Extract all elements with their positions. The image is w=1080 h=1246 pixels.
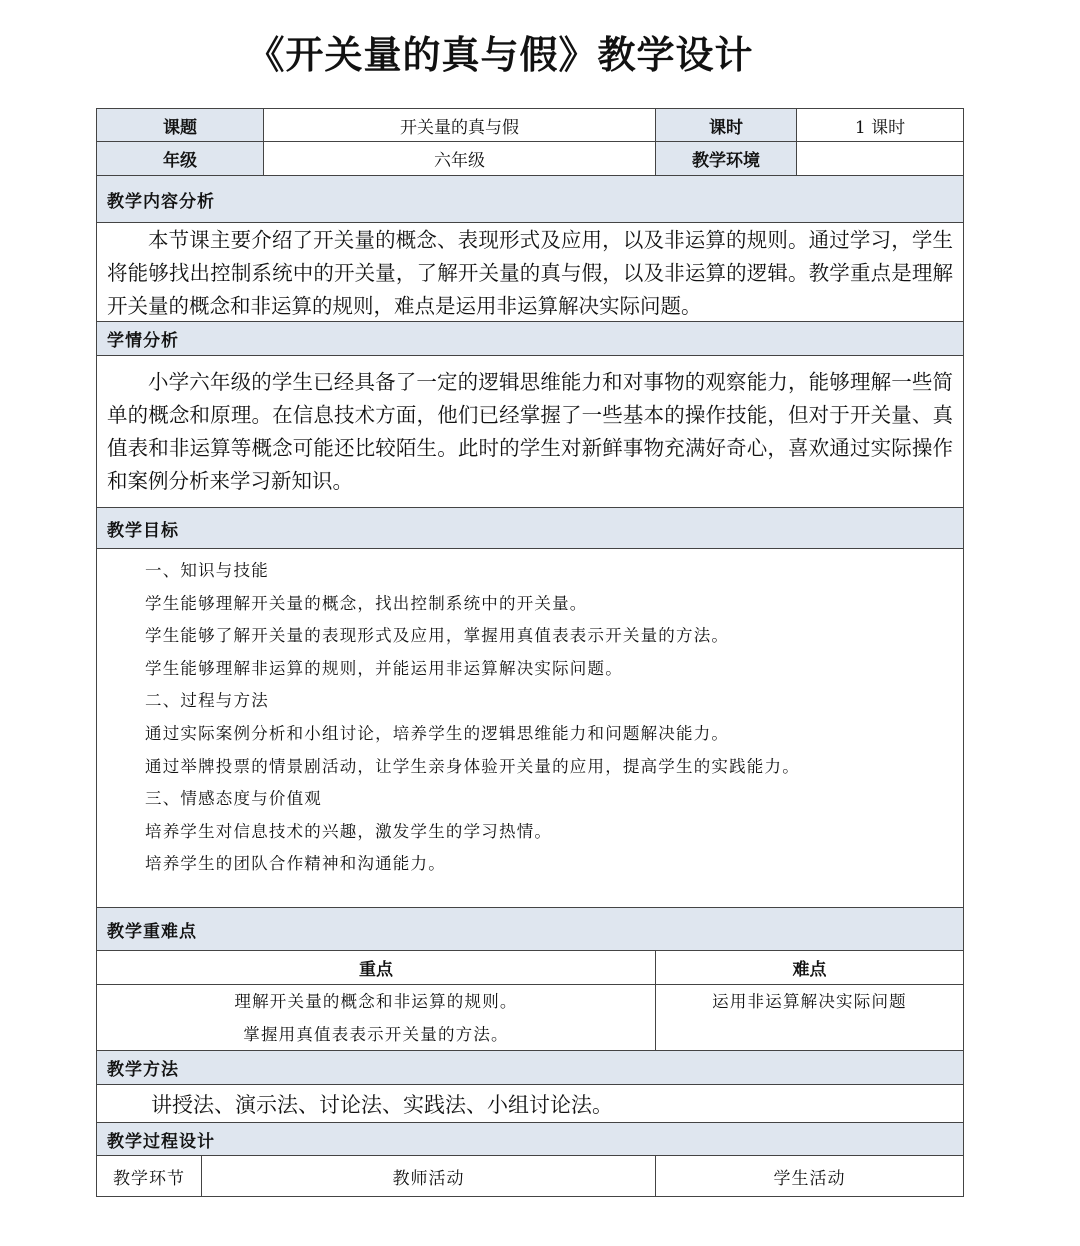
env-value — [797, 142, 963, 175]
student-analysis-body — [96, 355, 964, 508]
key-cell — [97, 985, 656, 1050]
methods-header — [96, 1050, 964, 1085]
objective-item: 学生能够理解非运算的规则，并能运用非运算解决实际问题。 — [145, 658, 623, 678]
env-label: 教学环境 — [656, 142, 797, 175]
student-analysis-header — [96, 321, 964, 356]
difficulty-text: 运用非运算解决实际问题 — [712, 992, 907, 1011]
objective-heading-process: 二、过程与方法 — [145, 691, 269, 711]
objective-heading-attitude: 三、情感态度与价值观 — [145, 789, 322, 809]
process-teacher-header: 教师活动 — [202, 1156, 656, 1196]
process-header — [96, 1122, 964, 1156]
topic-label: 课题 — [97, 109, 264, 141]
info-row-topic — [96, 108, 964, 142]
document-title: 《开关量的真与假》教学设计 — [246, 33, 754, 77]
process-student-header: 学生活动 — [773, 1168, 846, 1189]
grade-value: 六年级 — [264, 142, 656, 175]
objectives-header — [96, 507, 964, 549]
methods-label: 教学方法 — [107, 1060, 179, 1080]
objective-item: 培养学生对信息技术的兴趣，激发学生的学习热情。 — [145, 821, 553, 841]
objectives-label: 教学目标 — [107, 520, 179, 541]
key-header: 重点 — [97, 951, 656, 984]
period-value: 1 课时 — [854, 117, 906, 138]
objectives-list — [145, 555, 953, 881]
key-points-label: 教学重难点 — [107, 921, 197, 942]
key-points-col-headers — [96, 950, 964, 985]
difficulty-cell — [656, 985, 963, 1050]
process-stage-header: 教学环节 — [97, 1156, 202, 1196]
info-row-grade — [96, 141, 964, 176]
content-analysis-header — [96, 175, 964, 223]
student-analysis-label: 学情分析 — [107, 331, 179, 351]
key-points-header — [96, 907, 964, 951]
grade-label: 年级 — [97, 142, 264, 175]
methods-body — [96, 1084, 964, 1123]
methods-text: 讲授法、演示法、讨论法、实践法、小组讨论法。 — [151, 1092, 613, 1117]
period-label: 课时 — [656, 109, 797, 141]
objective-heading-knowledge: 一、知识与技能 — [145, 561, 269, 580]
topic-value: 开关量的真与假 — [264, 109, 656, 141]
objective-item: 通过举牌投票的情景剧活动，让学生亲身体验开关量的应用，提高学生的实践能力。 — [145, 756, 800, 776]
student-analysis-text: 小学六年级的学生已经具备了一定的逻辑思维能力和对事物的观察能力，能够理解一些简单的概念和原理。在信息技术方面，他们已经掌握了一些基本的操作技能，但对于开关量、真值表和非运算等概念可能还比较陌生。此时的学生对新鲜事物充满好奇心，喜欢通过实际操作和案例分析来学习新知识。 — [107, 370, 953, 493]
objective-item: 通过实际案例分析和小组讨论，培养学生的逻辑思维能力和问题解决能力。 — [145, 723, 730, 743]
objectives-body — [96, 548, 964, 908]
content-analysis-label: 教学内容分析 — [107, 191, 215, 212]
key-points-content — [96, 984, 964, 1051]
process-col-headers — [96, 1155, 964, 1197]
objective-item: 学生能够了解开关量的表现形式及应用，掌握用真值表表示开关量的方法。 — [145, 626, 730, 646]
process-label: 教学过程设计 — [107, 1131, 215, 1152]
content-analysis-body — [96, 222, 964, 322]
content-analysis-text: 本节课主要介绍了开关量的概念、表现形式及应用，以及非运算的规则。通过学习，学生将能够找出控制系统中的开关量，了解开关量的真与假，以及非运算的逻辑。教学重点是理解开关量的概念和非运算的规则，难点是运用非运算解决实际问题。 — [107, 228, 953, 318]
difficulty-header: 难点 — [792, 960, 827, 980]
key-line: 理解开关量的概念和非运算的规则。 — [234, 992, 518, 1011]
objective-item: 学生能够理解开关量的概念，找出控制系统中的开关量。 — [145, 593, 588, 613]
objective-item: 培养学生的团队合作精神和沟通能力。 — [145, 854, 446, 874]
key-line: 掌握用真值表表示开关量的方法。 — [243, 1024, 509, 1044]
